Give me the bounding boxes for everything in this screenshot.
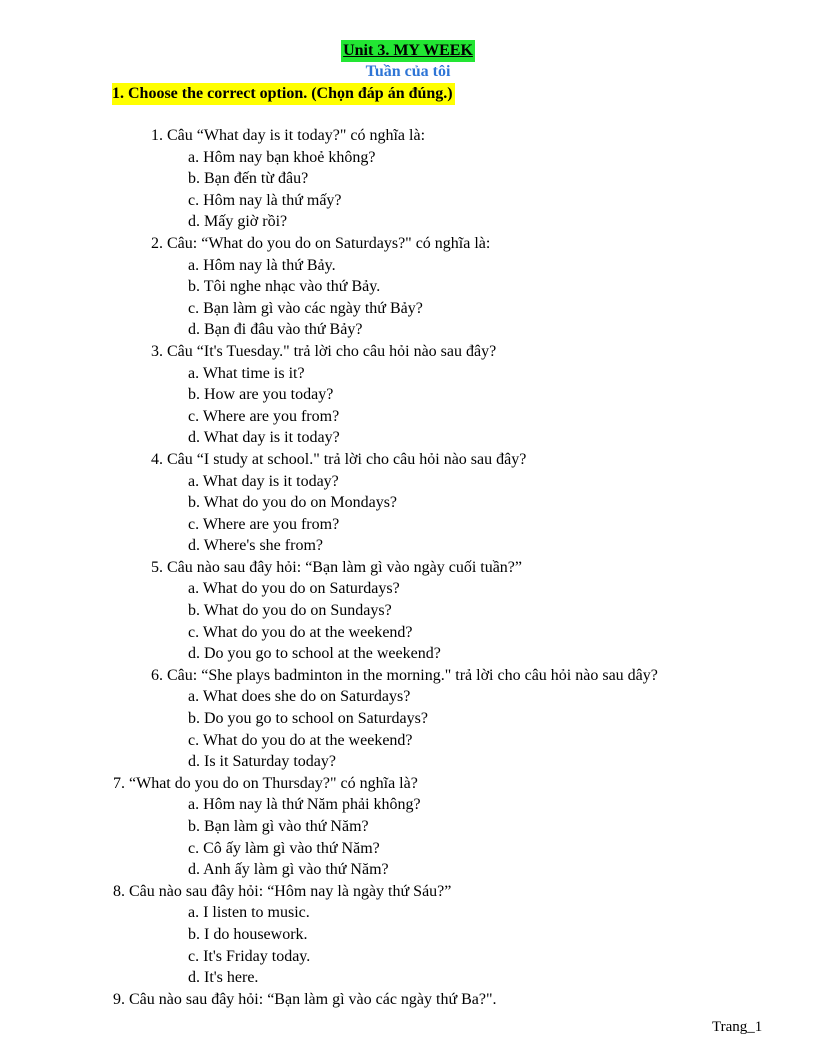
answer-option: b. How are you today? <box>188 386 334 404</box>
page-number: Trang_1 <box>712 1019 763 1035</box>
page-title: Unit 3. MY WEEK <box>341 40 475 62</box>
answer-option: b. I do housework. <box>188 925 308 943</box>
question-text: 4. Câu “I study at school." trả lời cho câu hỏi nào sau đây? <box>151 450 527 468</box>
answer-option: c. Where are you from? <box>188 407 340 425</box>
answer-option: c. Where are you from? <box>188 515 340 533</box>
answer-option: c. What do you do at the weekend? <box>188 731 413 749</box>
question-text: 2. Câu: “What do you do on Saturdays?" có nghĩa là: <box>151 234 491 252</box>
question-text: 1. Câu “What day is it today?" có nghĩa là: <box>151 127 426 144</box>
answer-option: d. Bạn đi đâu vào thứ Bảy? <box>188 321 363 339</box>
answer-option: a. What does she do on Saturdays? <box>188 688 411 706</box>
question-text: 7. “What do you do on Thursday?" có nghĩa là? <box>113 774 418 792</box>
page-subtitle: Tuần của tôi <box>365 63 451 80</box>
answer-option: d. Where's she from? <box>188 537 323 555</box>
answer-option: c. Hôm nay là thứ mấy? <box>188 191 342 209</box>
answer-option: d. It's here. <box>188 969 259 987</box>
answer-option: a. What do you do on Saturdays? <box>188 580 400 598</box>
answer-option: b. Bạn đến từ đâu? <box>188 170 309 188</box>
answer-option: c. Bạn làm gì vào các ngày thứ Bảy? <box>188 299 423 317</box>
question-text: 6. Câu: “She plays badminton in the morning." trả lời cho câu hỏi nào sau dây? <box>151 666 658 684</box>
answer-option: a. Hôm nay bạn khoẻ không? <box>188 148 376 166</box>
question-text: 5. Câu nào sau đây hỏi: “Bạn làm gì vào ngày cuối tuần?” <box>151 558 523 576</box>
answer-option: d. Mấy giờ rồi? <box>188 213 288 231</box>
question-text: 3. Câu “It's Tuesday." trả lời cho câu hỏi nào sau đây? <box>151 342 497 360</box>
answer-option: b. Do you go to school on Saturdays? <box>188 710 428 728</box>
answer-option: a. I listen to music. <box>188 904 310 922</box>
answer-option: c. It's Friday today. <box>188 947 311 965</box>
answer-option: b. What do you do on Sundays? <box>188 602 392 620</box>
answer-option: d. Anh ấy làm gì vào thứ Năm? <box>188 861 389 879</box>
answer-option: d. Is it Saturday today? <box>188 753 336 771</box>
answer-option: a. Hôm nay là thứ Bảy. <box>188 256 336 274</box>
question-text: 9. Câu nào sau đây hỏi: “Bạn làm gì vào các ngày thứ Ba?". <box>113 990 497 1008</box>
answer-option: d. What day is it today? <box>188 429 340 447</box>
answer-option: d. Do you go to school at the weekend? <box>188 645 441 663</box>
question-list <box>0 125 816 1010</box>
answer-option: b. What do you do on Mondays? <box>188 494 398 512</box>
answer-option: a. What time is it? <box>188 364 305 382</box>
exercise-instruction: 1. Choose the correct option. (Chọn đáp án đúng.) <box>112 83 455 105</box>
answer-option: c. What do you do at the weekend? <box>188 623 413 641</box>
answer-option: a. Hôm nay là thứ Năm phải không? <box>188 796 421 814</box>
question-text: 8. Câu nào sau đây hỏi: “Hôm nay là ngày thứ Sáu?” <box>113 882 452 900</box>
answer-option: a. What day is it today? <box>188 472 339 490</box>
answer-option: b. Bạn làm gì vào thứ Năm? <box>188 818 369 835</box>
answer-option: b. Tôi nghe nhạc vào thứ Bảy. <box>188 278 381 296</box>
answer-option: c. Cô ấy làm gì vào thứ Năm? <box>188 839 380 857</box>
